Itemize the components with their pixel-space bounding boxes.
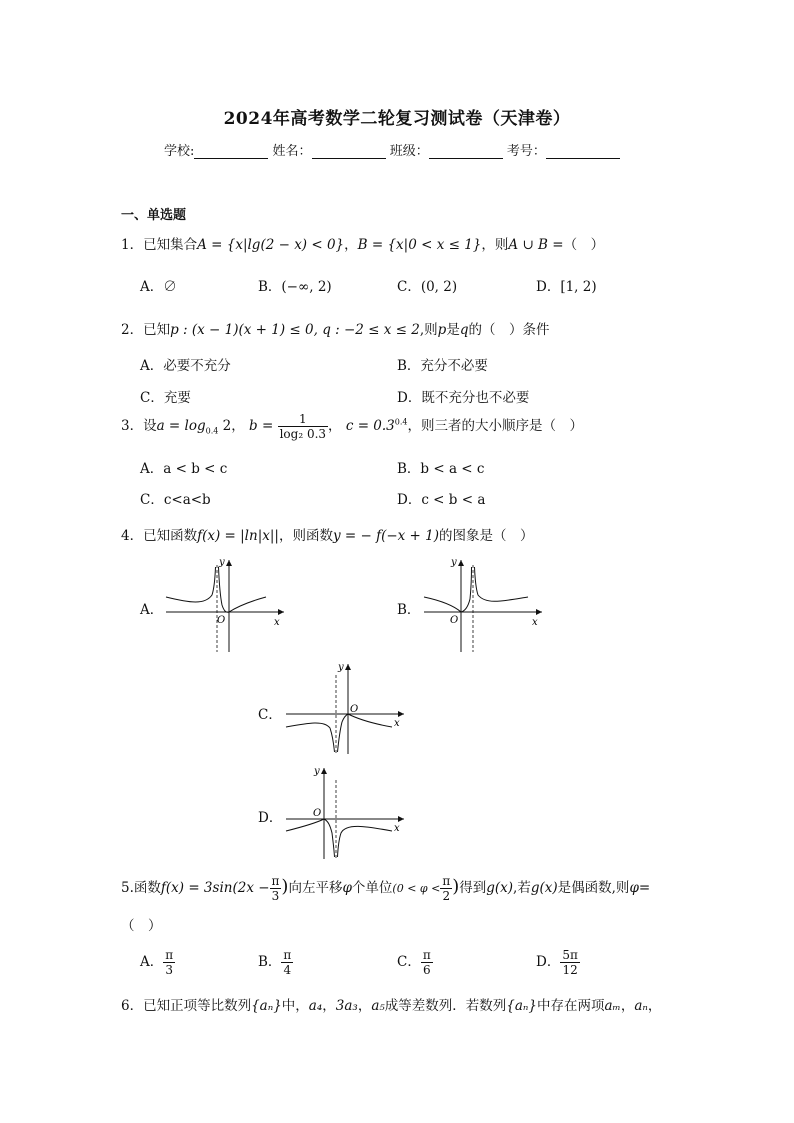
q5-range-pre: (0 < φ <	[392, 882, 441, 895]
q3-c-sup: 0.4	[394, 417, 408, 427]
q5-range-post: )	[452, 876, 460, 897]
q5-option-a-fraction	[163, 948, 175, 977]
q5-get: 得到	[459, 880, 487, 896]
question-1-stem	[121, 233, 604, 253]
class-blank[interactable]	[429, 144, 503, 159]
q5-gx-2: g(x)	[530, 880, 558, 896]
q4-graph-b[interactable]	[418, 555, 548, 655]
q4a-origin: O	[217, 615, 226, 626]
q4a-axis-y: y	[219, 557, 225, 568]
q6-am: aₘ	[604, 998, 621, 1014]
q3-option-a[interactable]: A．a < b < c	[140, 461, 228, 477]
q4c-axis-x: x	[394, 718, 400, 729]
q5-units: 个单位	[351, 880, 393, 896]
q5-option-c-fraction	[421, 948, 433, 977]
q1-option-b[interactable]: B．(−∞, 2)	[258, 279, 332, 295]
q5-option-b-fraction	[281, 948, 293, 977]
q2-mid: ,则	[419, 322, 438, 338]
q1-stem-pre: 1．已知集合	[121, 237, 198, 253]
q2-stem-post: 的（ ）条件	[468, 322, 550, 338]
q4b-origin: O	[450, 615, 459, 626]
q5-two: 2	[442, 889, 451, 903]
question-3-stem: 3．设$a = \log_{0.4} 2$， b = $\frac{1}{\text{log₂ 0.3}}$ ， $c = 0.3^{0.4}$，则三者的大小顺序是（ ）	[121, 412, 584, 441]
q1-union: A ∪ B =	[508, 237, 564, 253]
q5-option-d-label: D．	[536, 954, 561, 970]
q5-pi-over-2	[440, 874, 452, 903]
q4-graph-c[interactable]	[280, 660, 410, 760]
q3-option-d[interactable]: D．c < b < a	[397, 492, 486, 508]
q4-option-d-label[interactable]: D．	[258, 810, 283, 826]
q5-f-def: f(x) = 3sin(2x −	[160, 880, 270, 896]
q1-option-d[interactable]: D．[1, 2)	[536, 279, 597, 295]
q1-option-a[interactable]: A．∅	[140, 279, 177, 295]
q3-b-lhs: b =	[249, 418, 274, 434]
page-title: 2024年高考数学二轮复习测试卷（天津卷）	[223, 109, 571, 129]
q4b-axis-y: y	[451, 557, 457, 568]
q3-a-tail: 2	[222, 418, 232, 434]
q5-option-b[interactable]	[258, 948, 293, 977]
q1-comma: ，	[344, 237, 358, 253]
q5-close: )	[281, 876, 289, 897]
q4-graph-a[interactable]	[160, 555, 290, 655]
q5-eq: φ=	[629, 880, 651, 896]
q5-option-d-fraction	[560, 948, 580, 977]
q2-option-c[interactable]: C．充要	[140, 390, 191, 406]
q5-pi-over-3	[270, 874, 282, 903]
question-2-stem	[121, 318, 549, 338]
q5-option-b-num: π	[283, 948, 292, 962]
q6-mid2: 成等差数列．若数列	[384, 998, 507, 1014]
q1-set-b: B = {x|0 < x ≤ 1}	[357, 237, 482, 253]
q4d-axis-x: x	[394, 823, 400, 834]
school-label: 学校:	[164, 144, 195, 159]
q3-b-num: 1	[278, 412, 328, 427]
q5-option-c-num: π	[422, 948, 431, 962]
q5-gx: g(x)	[486, 880, 514, 896]
q2-option-a[interactable]: A．必要不充分	[140, 358, 231, 374]
q5-option-b-den: 4	[283, 963, 292, 977]
question-6-stem	[121, 994, 661, 1014]
name-label: 姓名：	[272, 144, 312, 159]
school-blank[interactable]	[194, 144, 268, 159]
q6-sep: ，	[322, 998, 336, 1014]
q3-option-b[interactable]: B．b < a < c	[397, 461, 485, 477]
q2-q: q	[459, 322, 469, 338]
q5-option-d-den: 12	[562, 963, 578, 977]
q3-a-sub: 0.4	[205, 426, 219, 436]
q6-3a3: 3a₃	[335, 998, 358, 1014]
q5-pi: π	[271, 874, 280, 888]
q3-stem-pre: 3．设	[121, 418, 157, 434]
question-4-stem	[121, 524, 534, 544]
q6-a5: a₅	[371, 998, 385, 1014]
q5-option-d[interactable]	[536, 948, 580, 977]
q5-option-a-num: π	[165, 948, 174, 962]
q6-a4: a₄	[308, 998, 323, 1014]
question-5-stem	[121, 874, 650, 903]
q5-stem-pre: 5.函数	[121, 880, 161, 896]
q6-mid3: 中存在两项	[537, 998, 605, 1014]
q5-three: 3	[271, 889, 280, 903]
q6-seq-2: {aₙ}	[506, 998, 537, 1014]
q6-seq: {aₙ}	[251, 998, 282, 1014]
q4-graph-d[interactable]	[280, 763, 410, 863]
q4b-axis-x: x	[532, 617, 538, 628]
q5-shift: 向左平移	[288, 880, 343, 896]
q4-mid: ，则函数	[278, 528, 333, 544]
q5-option-a-label: A．	[140, 954, 164, 970]
q1-paren: （ ）	[563, 237, 605, 253]
q4-stem-post: 的图象是（ ）	[439, 528, 534, 544]
q6-tail: ，	[647, 998, 662, 1014]
q5-pi-2: π	[442, 874, 451, 888]
q5-option-d-num: 5π	[562, 948, 578, 962]
q5-option-a-den: 3	[165, 963, 174, 977]
class-label: 班级：	[389, 144, 429, 159]
q5-option-c[interactable]	[397, 948, 433, 977]
q4-g-def: y = − f(−x + 1)	[332, 528, 440, 544]
section-title: 一、单选题	[121, 208, 187, 223]
q5-if: ,若	[513, 880, 531, 896]
q5-option-a[interactable]	[140, 948, 175, 977]
q3-a-expr: a = log	[156, 418, 206, 434]
q4-option-b-label[interactable]: B．	[397, 602, 421, 618]
name-blank[interactable]	[312, 144, 386, 159]
q6-sep-3: ，	[620, 998, 635, 1014]
student-info-line	[164, 140, 620, 159]
q2-option-b[interactable]: B．充分不必要	[397, 358, 488, 374]
q4c-origin: O	[350, 704, 359, 715]
q3-c-expr: c = 0.3	[345, 418, 395, 434]
q1-option-c[interactable]: C．(0, 2)	[397, 279, 458, 295]
q2-option-d[interactable]: D．既不充分也不必要	[397, 390, 530, 406]
q1-set-a: A = {x|lg(2 − x) < 0}	[197, 237, 345, 253]
number-label: 考号：	[506, 144, 546, 159]
q2-condition: p : (x − 1)(x + 1) ≤ 0, q : −2 ≤ x ≤ 2	[170, 322, 420, 338]
q5-option-c-label: C．	[397, 954, 421, 970]
q4c-axis-y: y	[338, 662, 344, 673]
q4d-origin: O	[313, 808, 322, 819]
q4-stem-pre: 4．已知函数	[121, 528, 198, 544]
q4d-axis-y: y	[314, 766, 320, 777]
q4a-axis-x: x	[274, 617, 280, 628]
q6-stem-pre: 6．已知正项等比数列	[121, 998, 252, 1014]
q5-option-b-label: B．	[258, 954, 282, 970]
q4-f-def: f(x) = |ln|x||	[197, 528, 279, 544]
q5-option-c-den: 6	[422, 963, 431, 977]
q3-option-c[interactable]: C．c<a<b	[140, 492, 211, 508]
q6-an: aₙ	[634, 998, 648, 1014]
q5-phi: φ	[342, 880, 352, 896]
number-blank[interactable]	[546, 144, 620, 159]
q2-is: 是	[446, 322, 460, 338]
q4-option-a-label[interactable]: A．	[140, 602, 164, 618]
q4-option-c-label[interactable]: C．	[258, 707, 282, 723]
q2-p: p	[437, 322, 447, 338]
q3-b-fraction	[278, 412, 328, 441]
q6-mid1: 中，	[281, 998, 309, 1014]
q3-b-den: log₂ 0.3	[279, 427, 327, 441]
q5-paren: （ ）	[121, 918, 162, 934]
q1-stem-post: ，则	[481, 237, 509, 253]
q2-stem-pre: 2．已知	[121, 322, 171, 338]
q3-stem-post: ，则三者的大小顺序是（ ）	[407, 418, 584, 434]
q6-sep-2: ，	[357, 998, 372, 1014]
q5-even: 是偶函数,则	[557, 880, 630, 896]
